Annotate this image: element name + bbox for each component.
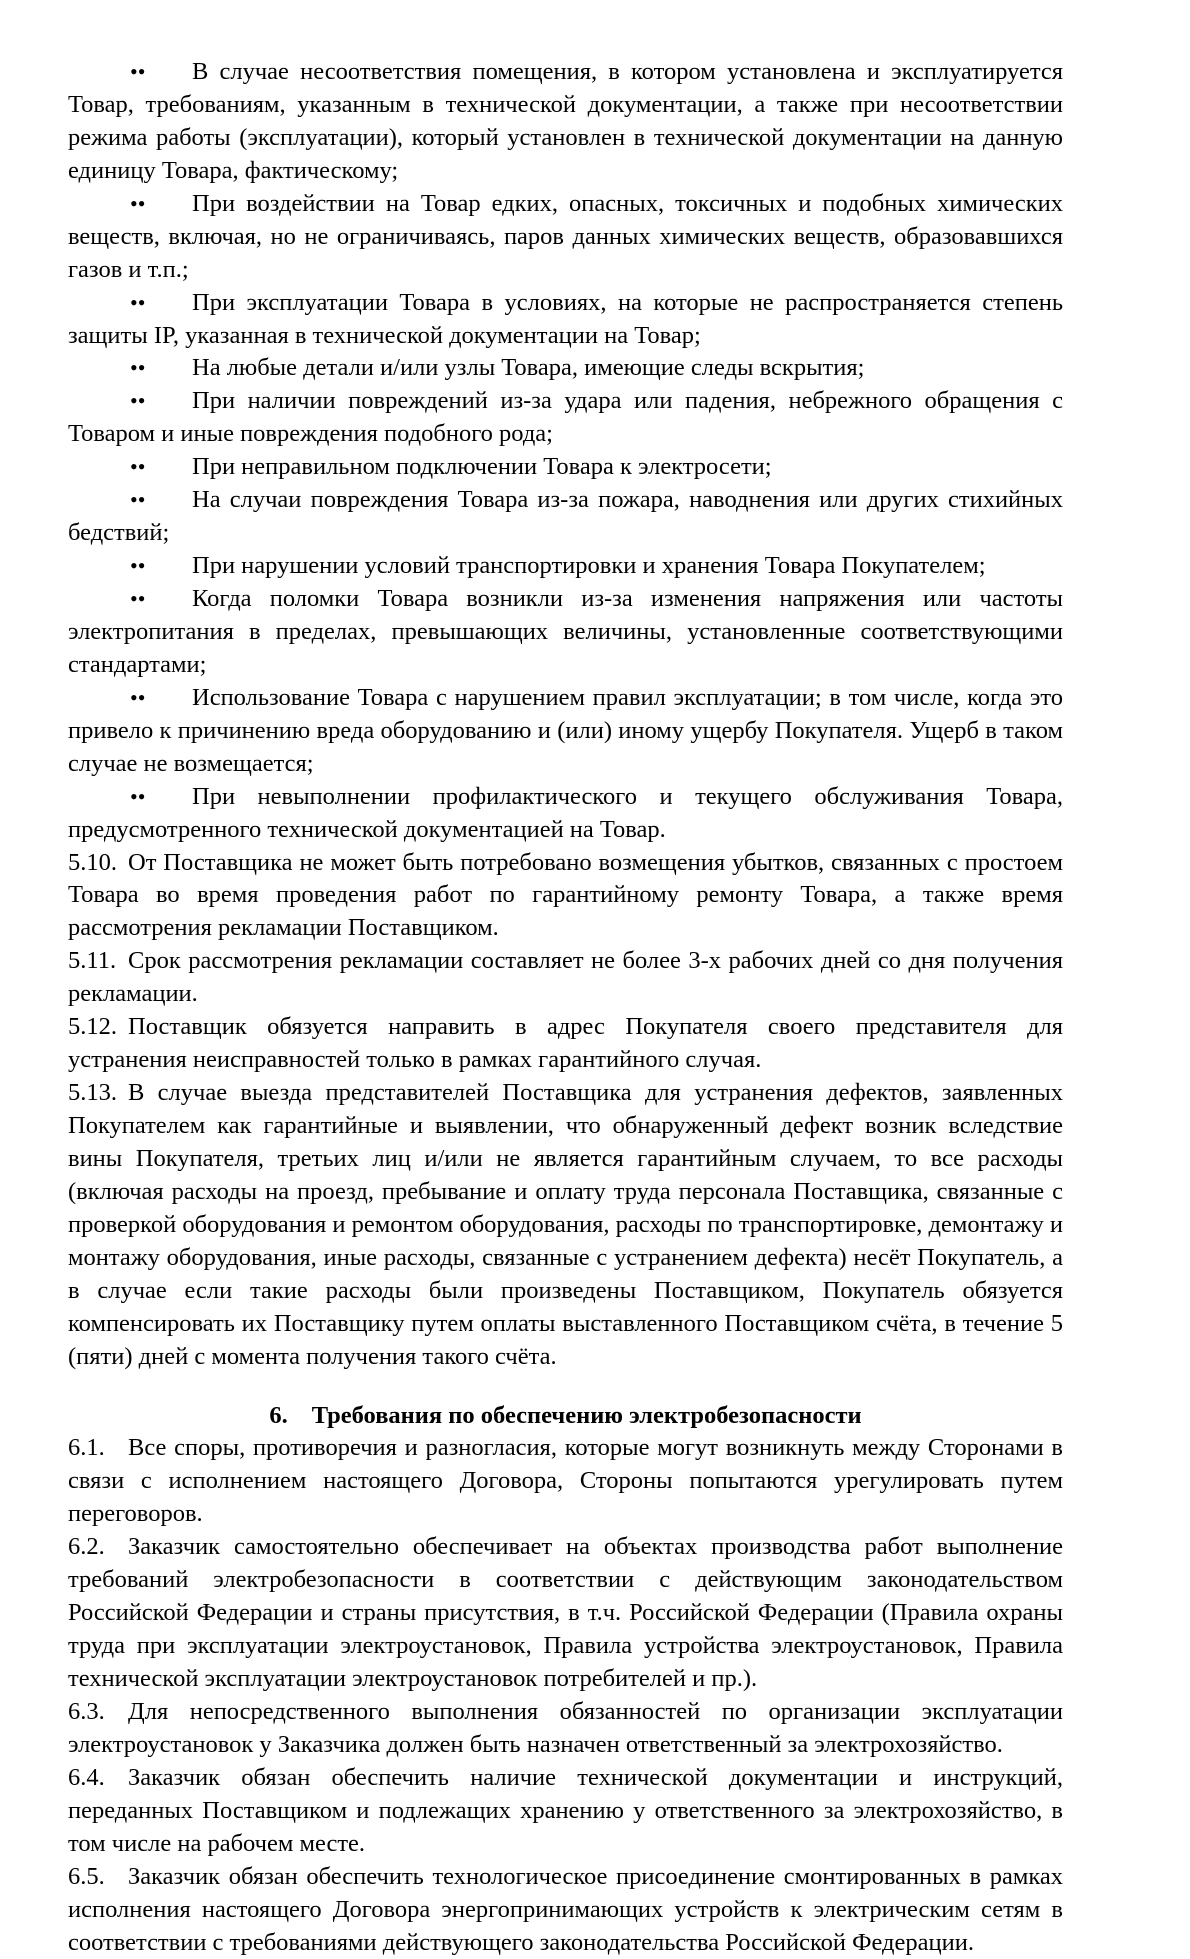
list-item xyxy=(68,188,1063,287)
bullet-point-icon: • • xyxy=(130,489,192,511)
list-item-text: В случае несоответствия помещения, в котором установлена и эксплуатируется Товар, требованиям, указанным в технической документации, а также при несоответствии режима работы (эксплуатации), который установлен в технической документации на данную единицу Товара, фактическому; xyxy=(68,58,1063,184)
list-item-text: При наличии повреждений из-за удара или падения, небрежного обращения с Товаром и иные повреждения подобного рода; xyxy=(68,387,1063,448)
bullet-point-icon: • • xyxy=(130,292,192,314)
clause-number: 6.2. xyxy=(68,1533,105,1561)
clause-6-5 xyxy=(68,1861,1063,1959)
clause-text: Заказчик обязан обеспечить наличие технической документации и инструкций, переданных Поставщиком и подлежащих хранению у ответственного за электрохозяйство, в том числе на рабочем месте. xyxy=(68,1763,1063,1857)
clause-text: Все споры, противоречия и разногласия, которые могут возникнуть между Сторонами в связи с исполнением настоящего Договора, Стороны попытаются урегулировать путем переговоров. xyxy=(68,1434,1063,1528)
clause-number: 6.3. xyxy=(68,1697,105,1725)
clause-text: Заказчик обязан обеспечить технологическое присоединение смонтированных в рамках исполнения настоящего Договора энергопринимающих устройств к электрическим сетям в соответствии с требованиями действующего законодательства Российской Федерации. xyxy=(68,1862,1063,1956)
clause-number: 6.4. xyxy=(68,1763,105,1791)
list-item-text: При воздействии на Товар едких, опасных, токсичных и подобных химических веществ, включая, но не ограничиваясь, паров данных химических веществ, образовавшихся газов и т.п.; xyxy=(68,189,1063,283)
list-item xyxy=(68,451,1063,484)
clause-text: От Поставщика не может быть потребовано возмещения убытков, связанных с простоем Товара во время проведения работ по гарантийному ремонту Товара, а также время рассмотрения рекламации Поставщиком. xyxy=(68,848,1063,942)
warranty-exclusions-list xyxy=(68,56,1063,847)
list-item xyxy=(68,550,1063,583)
bullet-point-icon: • • xyxy=(130,390,192,412)
list-item-text: Когда поломки Товара возникли из-за изменения напряжения или частоты электропитания в пределах, превышающих величины, установленные соответствующими стандартами; xyxy=(68,585,1063,678)
clause-5-11 xyxy=(68,945,1063,1011)
list-item xyxy=(68,385,1063,451)
clause-6-3 xyxy=(68,1696,1063,1762)
list-item xyxy=(68,781,1063,847)
list-item xyxy=(68,287,1063,353)
clause-text: В случае выезда представителей Поставщика для устранения дефектов, заявленных Покупателем как гарантийные и выявлении, что обнаруженный дефект возник вследствие вины Покупателя, третьих лиц и/или не является гарантийным случаем, то все расходы (включая расходы на проезд, пребывание и оплату труда персонала Поставщика, связанные с проверкой оборудования и ремонтом оборудования, расходы по транспортировке, демонтажу и монтажу оборудования, иные расходы, связанные с устранением дефекта) несёт Покупатель, а в случае если такие расходы были произведены Поставщиком, Покупатель обязуется компенсировать их Поставщику путем оплаты выставленного Поставщиком счёта, в течение 5 (пяти) дней с момента получения такого счёта. xyxy=(68,1079,1063,1370)
bullet-point-icon: • • xyxy=(130,193,192,215)
clause-number: 6.5. xyxy=(68,1862,105,1890)
list-item-text: При нарушении условий транспортировки и хранения Товара Покупателем; xyxy=(192,552,986,580)
section-6-heading xyxy=(68,1374,1063,1433)
bullet-point-icon: • • xyxy=(130,588,192,610)
list-item-text: На случаи повреждения Товара из-за пожара, наводнения или других стихийных бедствий; xyxy=(68,486,1063,547)
list-item xyxy=(68,583,1063,682)
list-item-text: При невыполнении профилактического и текущего обслуживания Товара, предусмотренного технической документацией на Товар. xyxy=(68,782,1063,843)
bullet-point-icon: • • xyxy=(130,357,192,379)
clause-number: 5.13. xyxy=(68,1079,117,1107)
list-item-text: При эксплуатации Товара в условиях, на которые не распространяется степень защиты IP, указанная в технической документации на Товар; xyxy=(68,288,1063,349)
list-item-text: На любые детали и/или узлы Товара, имеющие следы вскрытия; xyxy=(192,354,865,382)
list-item xyxy=(68,352,1063,385)
clause-6-4 xyxy=(68,1762,1063,1861)
clause-number: 6.1. xyxy=(68,1434,105,1462)
clause-6-2 xyxy=(68,1531,1063,1696)
clause-number: 5.12. xyxy=(68,1013,117,1041)
section-number: 6. xyxy=(269,1401,288,1429)
section-title: Требования по обеспечению электробезопасности xyxy=(311,1401,862,1429)
list-item-text: При неправильном подключении Товара к электросети; xyxy=(192,453,772,481)
bullet-point-icon: • • xyxy=(130,456,192,478)
clause-text: Для непосредственного выполнения обязанностей по организации эксплуатации электроустановок у Заказчика должен быть назначен ответственный за электрохозяйство. xyxy=(68,1697,1063,1758)
document-body xyxy=(68,56,1063,1959)
clause-5-10 xyxy=(68,847,1063,946)
list-item-text: Использование Товара с нарушением правил эксплуатации; в том числе, когда это привело к причинению вреда оборудованию и (или) иному ущербу Покупателя. Ущерб в таком случае не возмещается; xyxy=(68,683,1063,777)
bullet-point-icon: • • xyxy=(130,786,192,808)
clause-text: Поставщик обязуется направить в адрес Покупателя своего представителя для устранения неисправностей только в рамках гарантийного случая. xyxy=(68,1013,1063,1074)
clause-5-12 xyxy=(68,1011,1063,1077)
bullet-point-icon: • • xyxy=(130,61,192,83)
bullet-point-icon: • • xyxy=(130,555,192,577)
list-item xyxy=(68,484,1063,550)
clause-6-1 xyxy=(68,1432,1063,1531)
clause-number: 5.11. xyxy=(68,947,117,975)
list-item xyxy=(68,56,1063,188)
clause-text: Заказчик самостоятельно обеспечивает на объектах производства работ выполнение требований электробезопасности в соответствии с действующим законодательством Российской Федерации и страны присутствия, в т.ч. Российской Федерации (Правила охраны труда при эксплуатации электроустановок, Правила устройства электроустановок, Правила технической эксплуатации электроустановок потребителей и пр.). xyxy=(68,1533,1063,1692)
clause-5-13 xyxy=(68,1077,1063,1373)
list-item xyxy=(68,682,1063,781)
bullet-point-icon: • • xyxy=(130,687,192,709)
clause-number: 5.10. xyxy=(68,848,117,876)
clause-text: Срок рассмотрения рекламации составляет не более 3-х рабочих дней со дня получения рекламации. xyxy=(68,947,1063,1008)
